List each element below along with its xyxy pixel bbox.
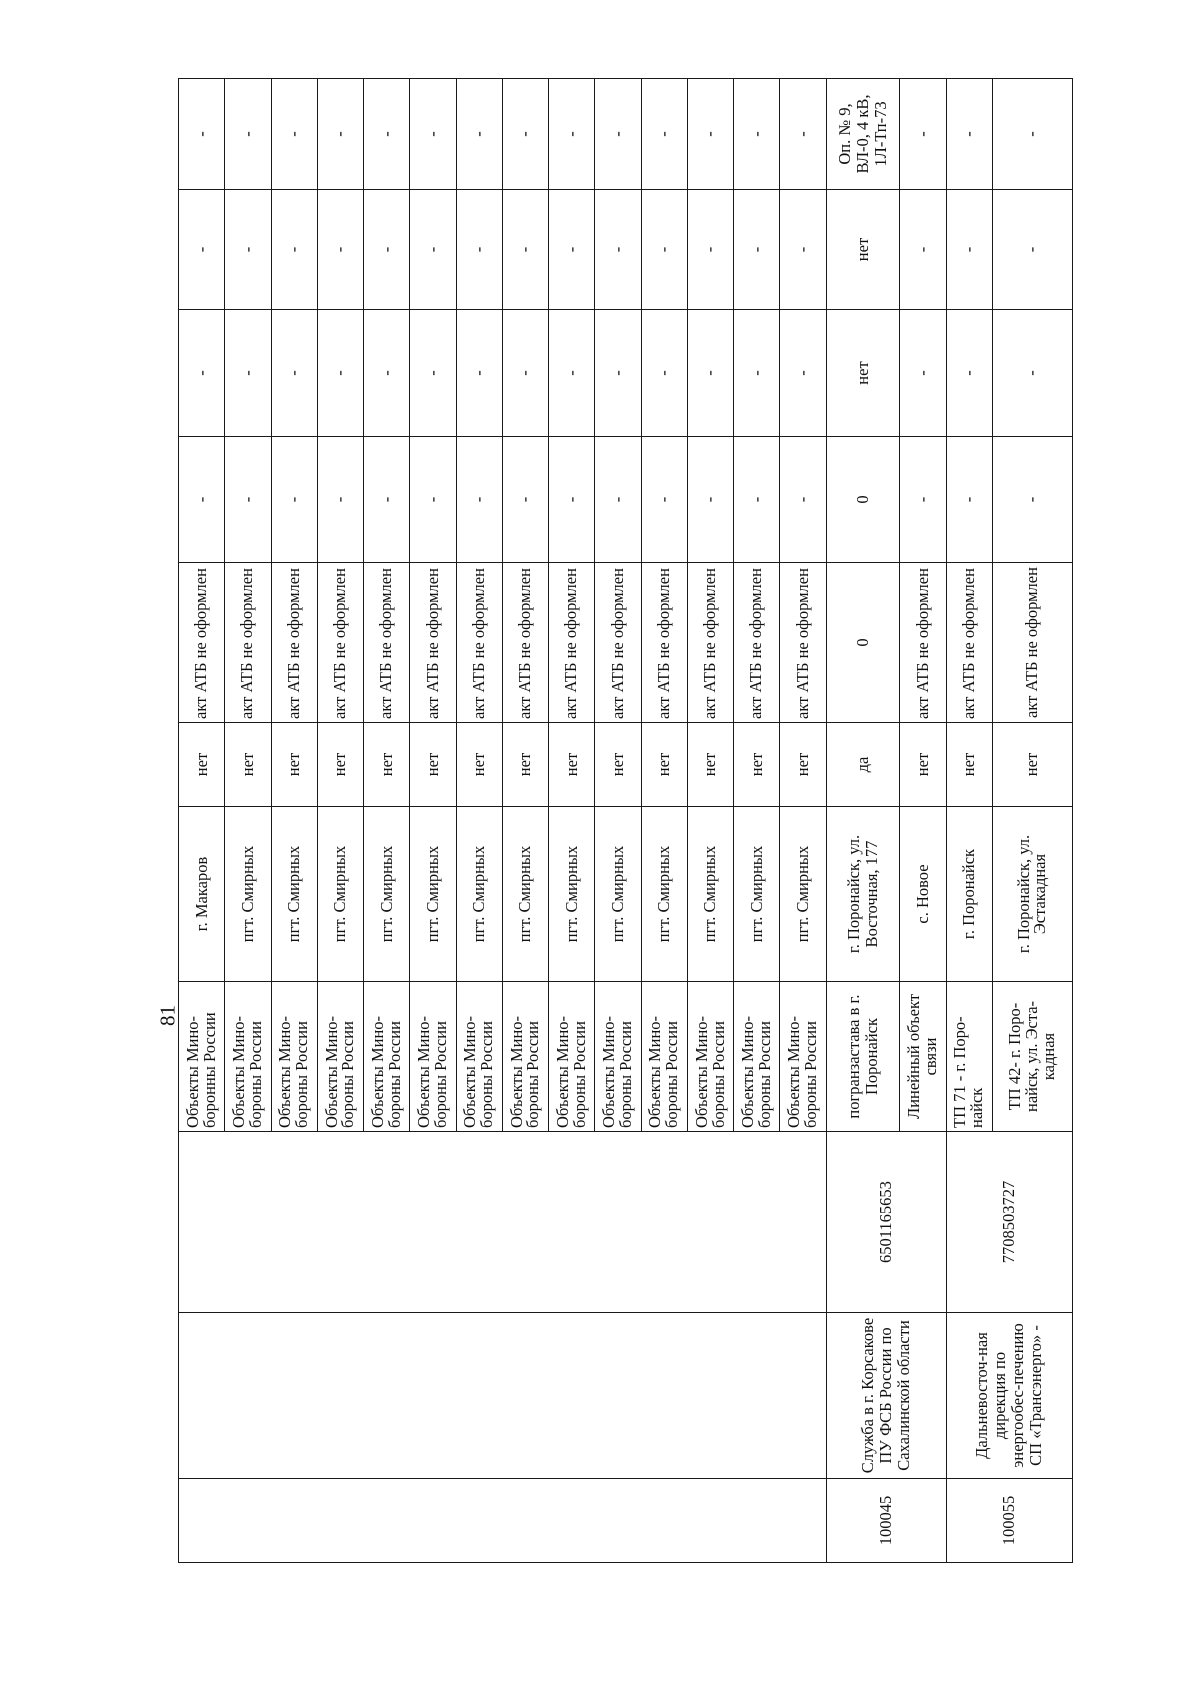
cell-c8: -	[456, 437, 502, 563]
table-row	[687, 79, 733, 1563]
table-row	[595, 79, 641, 1563]
cell-org	[456, 1313, 502, 1479]
cell-act: акт АТБ не оформлен	[641, 563, 687, 723]
cell-c10: -	[946, 190, 992, 310]
cell-org	[549, 1313, 595, 1479]
cell-act: акт АТБ не оформлен	[992, 563, 1072, 723]
cell-inn: 7708503727	[946, 1132, 1072, 1313]
cell-code: 100045	[826, 1479, 946, 1563]
cell-c11: -	[179, 79, 225, 190]
cell-answer: нет	[780, 723, 826, 807]
cell-code	[687, 1479, 733, 1563]
cell-inn	[641, 1132, 687, 1313]
cell-inn	[456, 1132, 502, 1313]
cell-c10: -	[641, 190, 687, 310]
cell-code	[179, 1479, 225, 1563]
cell-c8: -	[502, 437, 548, 563]
cell-org	[410, 1313, 456, 1479]
cell-act: акт АТБ не оформлен	[456, 563, 502, 723]
cell-address: пгт. Смирных	[456, 807, 502, 982]
cell-org	[687, 1313, 733, 1479]
table-row	[410, 79, 456, 1563]
rotated-table-frame	[178, 79, 1073, 1563]
cell-object: ТП 71 - г. Поро-найск	[946, 982, 992, 1132]
cell-c11: Оп. № 9, ВЛ-0, 4 кВ, 1Л-Тп-73	[826, 79, 900, 190]
cell-code	[780, 1479, 826, 1563]
cell-c9: -	[179, 310, 225, 437]
cell-c10: -	[179, 190, 225, 310]
cell-object: Линейный объект связи	[900, 982, 946, 1132]
cell-address: пгт. Смирных	[225, 807, 271, 982]
cell-c11: -	[946, 79, 992, 190]
cell-answer: нет	[900, 723, 946, 807]
cell-c10: -	[992, 190, 1072, 310]
cell-object: Объекты Мино-бороны России	[549, 982, 595, 1132]
cell-act: акт АТБ не оформлен	[271, 563, 317, 723]
cell-code	[549, 1479, 595, 1563]
cell-address: г. Поронайск, ул. Эстакадная	[992, 807, 1072, 982]
table-row	[456, 79, 502, 1563]
cell-answer: нет	[946, 723, 992, 807]
cell-act: акт АТБ не оформлен	[364, 563, 410, 723]
cell-answer: да	[826, 723, 900, 807]
cell-answer: нет	[364, 723, 410, 807]
cell-c8: -	[595, 437, 641, 563]
cell-answer: нет	[225, 723, 271, 807]
cell-c10: -	[271, 190, 317, 310]
cell-object: Объекты Мино-бороны России	[687, 982, 733, 1132]
table-container	[178, 79, 1073, 1563]
cell-c11: -	[410, 79, 456, 190]
cell-address: пгт. Смирных	[687, 807, 733, 982]
table-row	[225, 79, 271, 1563]
cell-act: акт АТБ не оформлен	[734, 563, 780, 723]
cell-c9: -	[687, 310, 733, 437]
table-row	[179, 79, 225, 1563]
cell-c8: -	[364, 437, 410, 563]
cell-c8: 0	[826, 437, 900, 563]
cell-c11: -	[317, 79, 363, 190]
cell-c11: -	[456, 79, 502, 190]
cell-address: г. Макаров	[179, 807, 225, 982]
cell-object: Объекты Мино-бороны России	[456, 982, 502, 1132]
cell-address: пгт. Смирных	[641, 807, 687, 982]
cell-object: Объекты Мино-бороны России	[317, 982, 363, 1132]
cell-c9: -	[900, 310, 946, 437]
cell-c10: -	[225, 190, 271, 310]
cell-inn	[364, 1132, 410, 1313]
cell-c8: -	[734, 437, 780, 563]
cell-answer: нет	[456, 723, 502, 807]
table-row	[780, 79, 826, 1563]
cell-c11: -	[502, 79, 548, 190]
cell-code	[641, 1479, 687, 1563]
cell-inn	[549, 1132, 595, 1313]
cell-act: акт АТБ не оформлен	[225, 563, 271, 723]
cell-c11: -	[549, 79, 595, 190]
cell-object: погранзастава в г. Поронайск	[826, 982, 900, 1132]
cell-c8: -	[780, 437, 826, 563]
cell-answer: нет	[992, 723, 1072, 807]
cell-c9: -	[780, 310, 826, 437]
cell-address: г. Поронайск, ул. Восточная, 177	[826, 807, 900, 982]
cell-act: акт АТБ не оформлен	[502, 563, 548, 723]
cell-c8: -	[641, 437, 687, 563]
cell-code	[410, 1479, 456, 1563]
cell-c9: -	[271, 310, 317, 437]
cell-c11: -	[595, 79, 641, 190]
cell-code	[225, 1479, 271, 1563]
cell-act: акт АТБ не оформлен	[946, 563, 992, 723]
cell-org	[595, 1313, 641, 1479]
cell-c9: -	[502, 310, 548, 437]
cell-code	[595, 1479, 641, 1563]
table-row	[364, 79, 410, 1563]
cell-c11: -	[900, 79, 946, 190]
cell-c11: -	[992, 79, 1072, 190]
cell-answer: нет	[687, 723, 733, 807]
cell-object: Объекты Мино-бороны России	[225, 982, 271, 1132]
cell-org	[502, 1313, 548, 1479]
cell-address: с. Новое	[900, 807, 946, 982]
cell-c9: -	[549, 310, 595, 437]
cell-c8: -	[900, 437, 946, 563]
cell-c9: -	[992, 310, 1072, 437]
cell-c11: -	[271, 79, 317, 190]
cell-object: Объекты Мино-бороны России	[502, 982, 548, 1132]
cell-code	[271, 1479, 317, 1563]
cell-act: 0	[826, 563, 900, 723]
cell-c11: -	[734, 79, 780, 190]
cell-answer: нет	[317, 723, 363, 807]
cell-c10: -	[780, 190, 826, 310]
cell-object: Объекты Мино-бороны России	[780, 982, 826, 1132]
page-number: 81	[155, 1005, 180, 1026]
cell-answer: нет	[549, 723, 595, 807]
cell-inn	[502, 1132, 548, 1313]
cell-c8: -	[946, 437, 992, 563]
table-row	[641, 79, 687, 1563]
cell-answer: нет	[641, 723, 687, 807]
cell-object: Объекты Мино-бороны России	[734, 982, 780, 1132]
cell-c9: -	[456, 310, 502, 437]
cell-c9: -	[410, 310, 456, 437]
cell-c10: -	[687, 190, 733, 310]
cell-c9: -	[364, 310, 410, 437]
table-row	[826, 79, 900, 1563]
cell-c11: -	[780, 79, 826, 190]
cell-answer: нет	[271, 723, 317, 807]
cell-answer: нет	[410, 723, 456, 807]
cell-address: пгт. Смирных	[734, 807, 780, 982]
cell-act: акт АТБ не оформлен	[687, 563, 733, 723]
cell-c9: -	[946, 310, 992, 437]
cell-inn	[780, 1132, 826, 1313]
cell-c8: -	[410, 437, 456, 563]
cell-act: акт АТБ не оформлен	[549, 563, 595, 723]
cell-c10: -	[456, 190, 502, 310]
cell-code	[734, 1479, 780, 1563]
cell-inn: 6501165653	[826, 1132, 946, 1313]
cell-act: акт АТБ не оформлен	[317, 563, 363, 723]
cell-c10: -	[410, 190, 456, 310]
cell-c11: -	[641, 79, 687, 190]
cell-c8: -	[225, 437, 271, 563]
cell-c11: -	[687, 79, 733, 190]
cell-answer: нет	[734, 723, 780, 807]
cell-code	[364, 1479, 410, 1563]
cell-act: акт АТБ не оформлен	[179, 563, 225, 723]
cell-object: ТП 42- г. Поро-найск, ул. Эста-кадная	[992, 982, 1072, 1132]
cell-org	[225, 1313, 271, 1479]
cell-address: пгт. Смирных	[502, 807, 548, 982]
cell-c9: -	[641, 310, 687, 437]
cell-inn	[734, 1132, 780, 1313]
cell-c9: нет	[826, 310, 900, 437]
cell-org	[317, 1313, 363, 1479]
consumer-table	[178, 78, 1073, 1563]
cell-object: Объекты Мино-боронны России	[179, 982, 225, 1132]
cell-address: пгт. Смирных	[364, 807, 410, 982]
cell-code: 100055	[946, 1479, 1072, 1563]
cell-c8: -	[687, 437, 733, 563]
cell-address: г. Поронайск	[946, 807, 992, 982]
cell-c10: -	[364, 190, 410, 310]
cell-c10: -	[900, 190, 946, 310]
cell-address: пгт. Смирных	[410, 807, 456, 982]
cell-org: Служба в г. Корсакове ПУ ФСБ России по Сахалинской области	[826, 1313, 946, 1479]
cell-address: пгт. Смирных	[595, 807, 641, 982]
cell-inn	[687, 1132, 733, 1313]
cell-org	[641, 1313, 687, 1479]
cell-act: акт АТБ не оформлен	[900, 563, 946, 723]
cell-inn	[179, 1132, 225, 1313]
cell-c8: -	[992, 437, 1072, 563]
cell-c9: -	[317, 310, 363, 437]
cell-inn	[317, 1132, 363, 1313]
table-row	[271, 79, 317, 1563]
cell-object: Объекты Мино-бороны России	[271, 982, 317, 1132]
cell-inn	[595, 1132, 641, 1313]
cell-address: пгт. Смирных	[549, 807, 595, 982]
cell-answer: нет	[595, 723, 641, 807]
cell-c11: -	[225, 79, 271, 190]
cell-act: акт АТБ не оформлен	[410, 563, 456, 723]
cell-c8: -	[179, 437, 225, 563]
cell-c9: -	[595, 310, 641, 437]
cell-inn	[225, 1132, 271, 1313]
cell-c10: -	[549, 190, 595, 310]
cell-org	[734, 1313, 780, 1479]
cell-answer: нет	[179, 723, 225, 807]
cell-c9: -	[734, 310, 780, 437]
cell-object: Объекты Мино-бороны России	[410, 982, 456, 1132]
cell-act: акт АТБ не оформлен	[780, 563, 826, 723]
cell-code	[456, 1479, 502, 1563]
cell-c11: -	[364, 79, 410, 190]
table-row	[317, 79, 363, 1563]
cell-inn	[410, 1132, 456, 1313]
cell-c8: -	[549, 437, 595, 563]
cell-org	[780, 1313, 826, 1479]
cell-org	[179, 1313, 225, 1479]
cell-c8: -	[317, 437, 363, 563]
cell-address: пгт. Смирных	[317, 807, 363, 982]
cell-address: пгт. Смирных	[780, 807, 826, 982]
cell-c8: -	[271, 437, 317, 563]
cell-object: Объекты Мино-бороны России	[364, 982, 410, 1132]
table-row	[549, 79, 595, 1563]
cell-c9: -	[225, 310, 271, 437]
cell-answer: нет	[502, 723, 548, 807]
cell-address: пгт. Смирных	[271, 807, 317, 982]
cell-org	[364, 1313, 410, 1479]
cell-code	[317, 1479, 363, 1563]
cell-org: Дальневосточ-ная дирекция по энергообес-печению СП «Трансэнерго» -	[946, 1313, 1072, 1479]
table-row	[734, 79, 780, 1563]
cell-object: Объекты Мино-бороны России	[595, 982, 641, 1132]
cell-c10: -	[595, 190, 641, 310]
cell-c10: нет	[826, 190, 900, 310]
cell-c10: -	[502, 190, 548, 310]
cell-c10: -	[317, 190, 363, 310]
cell-code	[502, 1479, 548, 1563]
cell-inn	[271, 1132, 317, 1313]
cell-act: акт АТБ не оформлен	[595, 563, 641, 723]
cell-object: Объекты Мино-бороны России	[641, 982, 687, 1132]
table-row	[946, 79, 992, 1563]
table-row	[502, 79, 548, 1563]
cell-c10: -	[734, 190, 780, 310]
cell-org	[271, 1313, 317, 1479]
